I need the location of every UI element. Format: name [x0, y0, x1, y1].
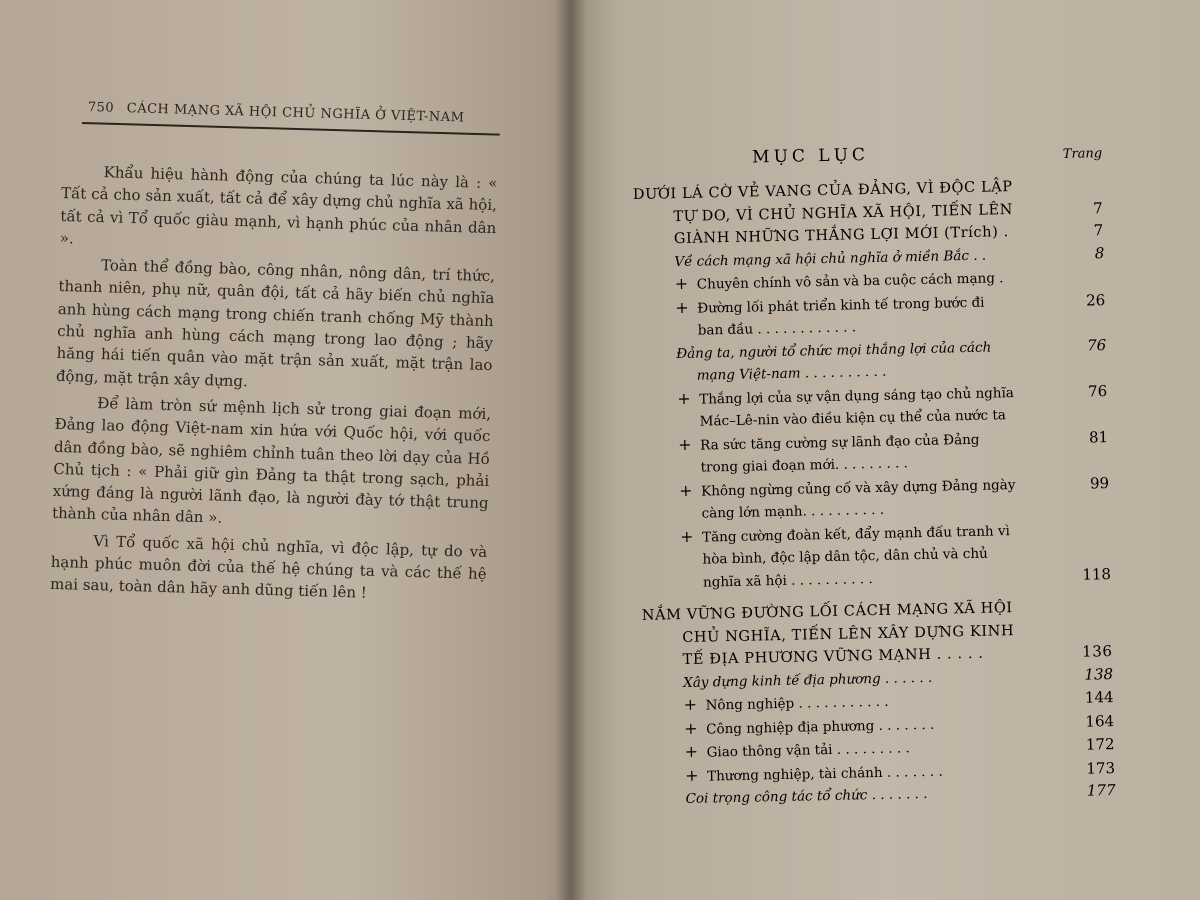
toc-entry-text: càng lớn mạnh. . . . . . . . . . [701, 501, 885, 522]
plus-marker-icon: + [677, 388, 691, 408]
body-text [50, 160, 498, 612]
toc-page-number: 76 [1087, 381, 1108, 401]
toc-page-number: 172 [1085, 735, 1115, 754]
toc-page-number: 118 [1082, 564, 1112, 584]
book-gutter [556, 0, 586, 900]
toc-page-number: 8 [1094, 243, 1105, 262]
toc-entry-text: trong giai đoạn mới. . . . . . . . . [700, 455, 909, 476]
toc-entry-text: GIÀNH NHỮNG THẮNG LỢI MỚI (Trích) . [673, 224, 1009, 248]
toc-entry-text: Tăng cường đoàn kết, đẩy mạnh đấu tranh vì [701, 522, 1011, 546]
toc-page-number: 177 [1086, 781, 1116, 800]
toc-entry-text: NẮM VỮNG ĐƯỜNG LỐI CÁCH MẠNG XÃ HỘI [641, 600, 1013, 624]
toc-entry-text: Ra sức tăng cường sự lãnh đạo của Đảng [700, 431, 980, 454]
plus-marker-icon: + [677, 434, 692, 454]
toc-entry-text: nghĩa xã hội . . . . . . . . . . [702, 570, 873, 591]
table-of-contents [632, 140, 1116, 811]
paragraph: Vì Tổ quốc xã hội chủ nghĩa, vì độc lập, tự do và hạnh phúc muôn đời của thế hệ chúng ta và các thế hệ mai sau, toàn dân hãy anh dũng tiến lên ! [49, 531, 488, 603]
running-head-title: CÁCH MẠNG XÃ HỘI CHỦ NGHĨA Ở VIỆT-NAM [126, 101, 465, 126]
toc-entry-text: TỰ DO, VÌ CHỦ NGHĨA XÃ HỘI, TIẾN LÊN [673, 201, 1014, 225]
page-column-label: Trang [1062, 146, 1103, 162]
toc-entry-text: Thắng lợi của sự vận dụng sáng tạo chủ nghĩa [699, 384, 1015, 408]
toc-page-number: 76 [1086, 335, 1107, 355]
plus-marker-icon: + [683, 694, 698, 715]
plus-marker-icon: + [678, 480, 693, 500]
toc-lines [633, 174, 1116, 811]
toc-page-number: 81 [1088, 427, 1109, 446]
toc-page-number: 7 [1093, 221, 1104, 240]
plus-marker-icon: + [684, 741, 699, 762]
plus-marker-icon: + [683, 718, 698, 738]
toc-entry-text: Không ngừng củng cố và xây dựng Đảng ngày [700, 476, 1016, 500]
toc-entry-text: Giao thông vận tải . . . . . . . . . [706, 740, 910, 761]
left-page [0, 0, 580, 900]
toc-entry-text: TẾ ĐỊA PHƯƠNG VỮNG MẠNH . . . . . [682, 645, 984, 669]
toc-entry-text: Nông nghiệp . . . . . . . . . . . [705, 693, 889, 714]
toc-page-number: 26 [1085, 290, 1106, 310]
toc-entry-text: hòa bình, độc lập dân tộc, dân chủ và chủ [702, 545, 988, 568]
toc-entry-text: Mác–Lê-nin vào điều kiện cụ thể của nước ta [699, 407, 1007, 430]
toc-page-number: 99 [1089, 473, 1110, 492]
toc-page-number: 7 [1092, 198, 1104, 217]
toc-entry-text: Về cách mạng xã hội chủ nghĩa ở miền Bắc . . [674, 247, 987, 270]
toc-page-number: 144 [1084, 688, 1114, 707]
toc-entry-text: ban đầu . . . . . . . . . . . . [697, 319, 857, 339]
toc-entry-text: Công nghiệp địa phương . . . . . . . [705, 716, 935, 738]
toc-title: MỤC LỤC [751, 145, 870, 168]
toc-entry-text: Đảng ta, người tổ chức mọi thắng lợi của cách [676, 339, 992, 362]
plus-marker-icon: + [684, 765, 699, 785]
toc-page-number: 164 [1085, 711, 1115, 731]
page-number: 750 [87, 100, 115, 116]
toc-page-number: 136 [1081, 642, 1113, 661]
toc-entry-text: Đường lối phát triển kinh tế trong bước đi [697, 294, 985, 317]
paragraph: Để làm tròn sứ mệnh lịch sử trong giai đoạn mới, Đảng lao động Việt-nam xin hứa với Quốc hội, với quốc dân đồng bào, sẽ nghiêm chỉnh tuân theo lời dạy của Hồ Chủ tịch : « Phải giữ gìn Đảng ta thật trong sạch, phải xứng đáng là người lãnh đạo, là người đày tớ thật trung thành của nhân dân ». [51, 394, 492, 528]
toc-entry-text: Xây dựng kinh tế địa phương . . . . . . [682, 669, 933, 691]
plus-marker-icon: + [675, 297, 689, 317]
toc-entry-text: Coi trọng công tác tổ chức . . . . . . . [685, 785, 928, 808]
plus-marker-icon: + [674, 273, 689, 294]
paragraph: Khẩu hiệu hành động của chúng ta lúc này là : « Tất cả cho sản xuất, tất cả để xây dựng chủ nghĩa xã hội, tất cả vì Tổ quốc giàu mạnh, vì hạnh phúc của nhân dân ». [59, 163, 498, 248]
toc-entry-text: CHỦ NGHĨA, TIẾN LÊN XÂY DỰNG KINH [682, 622, 1015, 646]
toc-entry-text: mạng Việt-nam . . . . . . . . . . [696, 363, 887, 384]
running-head [88, 100, 500, 126]
toc-entry-text: Chuyên chính vô sản và ba cuộc cách mạng . [696, 270, 1004, 293]
toc-entry-text: DƯỚI LÁ CỜ VẺ VANG CỦA ĐẢNG, VÌ ĐỘC LẬP [632, 179, 1013, 203]
toc-entry-text: Thương nghiệp, tài chánh . . . . . . . [706, 763, 943, 785]
plus-marker-icon: + [679, 526, 694, 546]
toc-page-number: 173 [1086, 758, 1116, 778]
paragraph: Toàn thể đồng bào, công nhân, nông dân, trí thức, thanh niên, phụ nữ, quân đội, tất cả hãy biến chủ nghĩa anh hùng cách mạng trong chiến tranh chống Mỹ thành chủ nghĩa anh hùng cách mạng trong lao động ; hãy hăng hái tiến quân vào mặt trận sản xuất, mặt trận lao động, mặt trận xây dựng. [55, 256, 496, 390]
toc-page-number: 138 [1084, 664, 1114, 684]
